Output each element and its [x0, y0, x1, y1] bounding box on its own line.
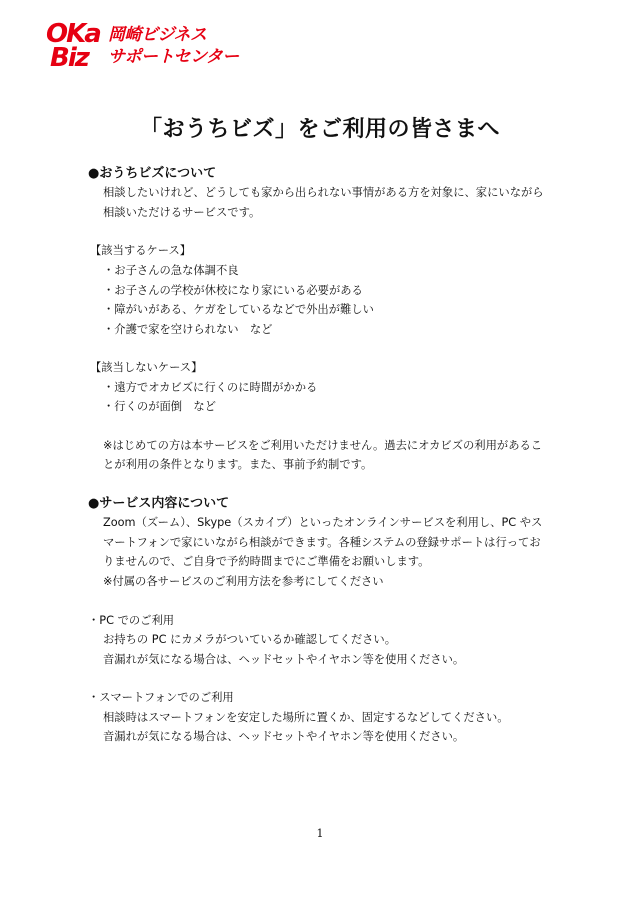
section-heading-about: ●おうちビズについて: [88, 166, 217, 181]
note-line: とが利用の条件となります。また、事前予約制です。: [103, 458, 373, 471]
list-item: ・介護で家を空けられない など: [103, 323, 273, 336]
smartphone-usage-line: 相談時はスマートフォンを安定した場所に置くか、固定するなどしてください。: [103, 711, 509, 724]
pc-usage-line: 音漏れが気になる場合は、ヘッドセットやイヤホン等を使用ください。: [103, 653, 465, 666]
body-line: Zoom（ズーム）、Skype（スカイプ）といったオンラインサービスを利用し、PC やス: [103, 516, 543, 529]
logo-name-line1: 岡崎ビジネス: [108, 25, 207, 45]
body-line: マートフォンで家にいながら相談ができます。各種システムの登録サポートは行ってお: [103, 536, 541, 549]
list-item: ・行くのが面倒 など: [103, 400, 216, 413]
page-number: 1: [316, 827, 324, 840]
smartphone-usage-label: ・スマートフォンでのご利用: [88, 691, 234, 704]
okabiz-logo: [44, 19, 244, 74]
logo-mark-line1: OKa: [46, 19, 100, 49]
page-title: 「おうちビズ」をご利用の皆さまへ: [139, 117, 500, 142]
body-line: りませんので、ご自身で予約時間までにご準備をお願いします。: [103, 555, 430, 568]
logo-organization-name: [108, 24, 239, 68]
intro-line: 相談したいけれど、どうしても家から出られない事情がある方を対象に、家にいながら: [103, 186, 544, 199]
body-line: ※付属の各サービスのご利用方法を参考にしてください: [103, 575, 384, 588]
list-item: ・遠方でオカビズに行くのに時間がかかる: [103, 381, 318, 394]
section-heading-service: ●サービス内容について: [88, 496, 230, 511]
smartphone-usage-line: 音漏れが気になる場合は、ヘッドセットやイヤホン等を使用ください。: [103, 730, 465, 743]
logo-name-line2: サポートセンター: [108, 47, 239, 67]
okabiz-logo-mark: [44, 19, 104, 73]
list-item: ・障がいがある、ケガをしているなどで外出が難しい: [103, 303, 374, 316]
list-item: ・お子さんの学校が休校になり家にいる必要がある: [103, 284, 363, 297]
intro-line: 相談いただけるサービスです。: [103, 206, 261, 219]
list-item: ・お子さんの急な体調不良: [103, 264, 239, 277]
logo-mark-line2: Biz: [50, 43, 88, 73]
pc-usage-label: ・PC でのご利用: [88, 614, 175, 627]
applicable-cases-label: 【該当するケース】: [90, 244, 192, 257]
pc-usage-line: お持ちの PC にカメラがついているか確認してください。: [103, 633, 397, 646]
not-applicable-cases-label: 【該当しないケース】: [90, 361, 203, 374]
note-line: ※はじめての方は本サービスをご利用いただけません。過去にオカビズの利用があるこ: [103, 439, 543, 452]
